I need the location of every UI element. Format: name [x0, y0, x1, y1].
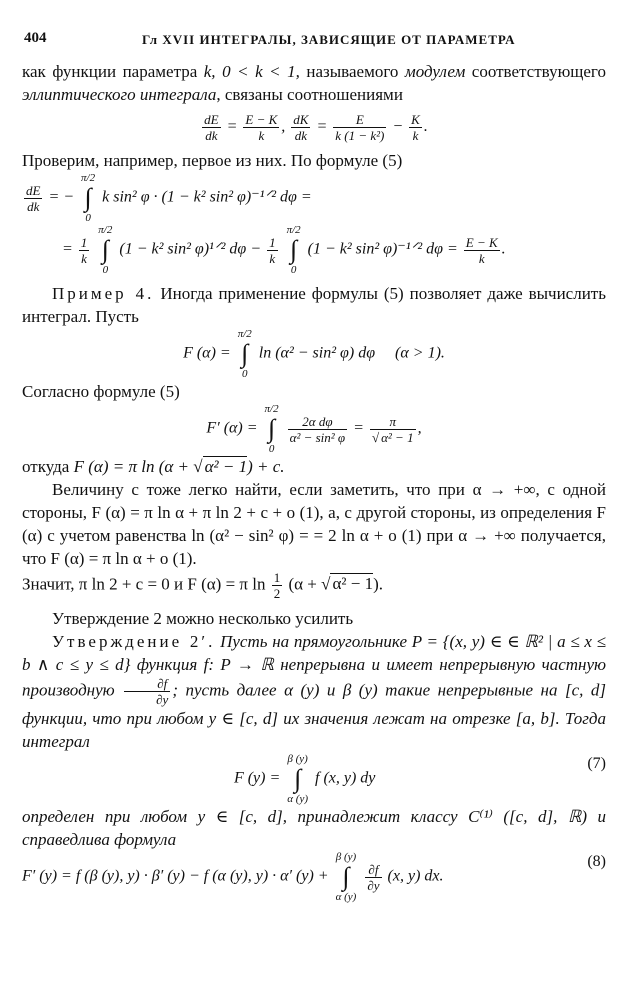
strengthen-paragraph: Утверждение 2 можно несколько усилить [52, 609, 354, 628]
page-header [22, 20, 606, 48]
running-title: Гл XVII ИНТЕГРАЛЫ, ЗАВИСЯЩИЕ ОТ ПАРАМЕТРА [142, 32, 516, 47]
check-paragraph: Проверим, например, первое из них. По формуле (5) [22, 151, 403, 170]
constant-paragraph: Величину c тоже легко найти, если заметить, что при α → +∞, с одной стороны, F (α) = π ln α + π ln 2 + c + o (1), а, с другой стороны, из определения F (α) с учетом равенства ln (α² − sin² φ) = = 2 ln α + o (1) при α → +∞ получается, что F (α) = π ln α + o (1). [22, 480, 606, 568]
example-4-paragraph: Пример 4. Иногда применение формулы (5) позволяет даже вычислить интеграл. Пусть [22, 284, 606, 326]
according-paragraph: Согласно формуле (5) [22, 382, 180, 401]
relations-formula: $\frac{dE}{dk}$ = $\frac{E - K}{k}$ , $\frac{dK}{dk}$ = $\frac{E}{\text{k (1 − k²)}}$ − $\frac{K}{k}$ . [204, 112, 428, 143]
integral-sign: π/2 ∫ 0 [81, 172, 96, 224]
derivation-line-1: $\frac{dE}{dk}$ = − π/2 ∫ 0 k sin² φ · (1 − k² sin² φ)⁻¹ᐟ² dφ = [26, 172, 312, 224]
conclusion-paragraph: определен при любом y ∈ [c, d], принадлежит классу C⁽¹⁾ ([c, d], ℝ) и справедлива формула [22, 807, 606, 849]
F-definition-formula: F (α) = π/2 ∫ 0 ln (α² − sin² φ) dφ (α > 1). [183, 328, 445, 380]
derivation-line-2: = $\frac{1}{k}$ π/2 ∫ 0 (1 − k² sin² φ)¹ᐟ² dφ − $\frac{1}{k}$ π/2 ∫ 0 (1 − k² sin² φ)⁻¹ᐟ² dφ = $\frac{E - K}{k}$ . [62, 224, 506, 276]
F-prime-formula: F′ (α) = π/2 ∫ 0 $\frac{\text{2α dφ}}{\text{α² − sin² φ}}$ = $\frac{\pi}{\text{√ α² − 1}}$ , [206, 403, 422, 455]
formula-7: F (y) = β (y) ∫ α (y) f (x, y) dy (7) [233, 753, 606, 805]
formula-8: F′ (y) = f (β (y), y) · β′ (y) − f (α (y), y) · α′ (y) + β (y) ∫ α (y) $\frac{\partial f}{\partial y}$ (x, y) dx. (8) [22, 851, 606, 903]
page-number: 404 [24, 30, 47, 46]
statement-paragraph: Утверждение 2′. Пусть на прямоугольнике P = {(x, y) ∈ ∈ ℝ² | a ≤ x ≤ b ∧ c ≤ y ≤ d} функция f: P → ℝ непрерывна и имеет непрерывную частную производную $\frac{\partial f}{\partial y}$ ; пусть далее α (y) и β (y) такие непрерывные на [c, d] функции, что при любом y ∈ [c, d] их значения лежат на отрезке [a, b]. Тогда интеграл [22, 632, 607, 751]
equation-number-7: (7) [587, 755, 606, 772]
whence-paragraph: откуда F (α) = π ln (α + √ α² − 1) + c. [22, 457, 285, 476]
equation-number-8: (8) [587, 853, 606, 870]
intro-paragraph: как функции параметра k, 0 < k < 1, называемого модулем соответствующего эллиптического интеграла, связаны соотношениями [22, 62, 606, 104]
conclusion-line: Значит, π ln 2 + c = 0 и F (α) = π ln $\frac{1}{2}$ (α + √ α² − 1). [22, 570, 383, 601]
